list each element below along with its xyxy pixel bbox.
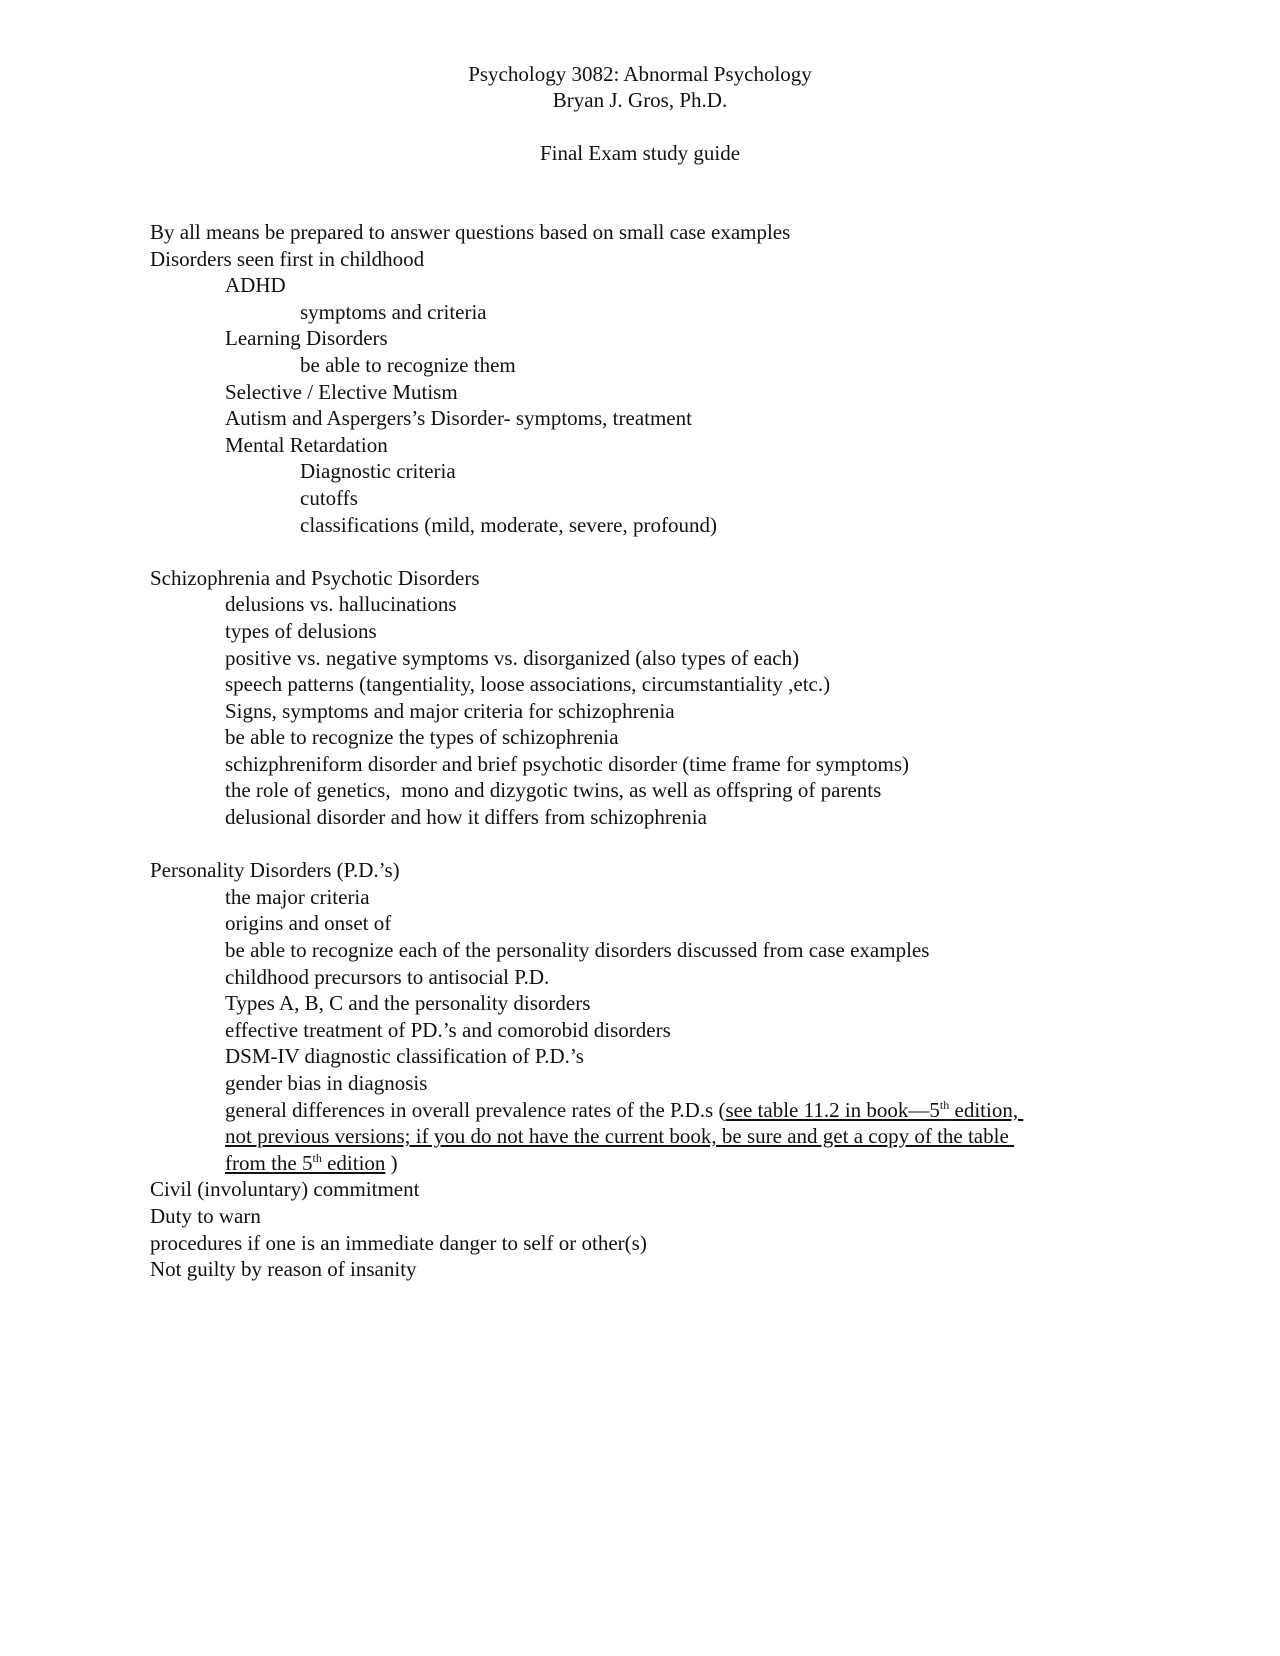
subtopic-adhd: symptoms and criteria bbox=[300, 299, 487, 324]
prevalence-line-1 bbox=[150, 1097, 1150, 1124]
prevalence-line-3 bbox=[150, 1150, 1150, 1177]
document-title: Final Exam study guide bbox=[539, 141, 741, 165]
topic-civil-commitment: Civil (involuntary) commitment bbox=[150, 1177, 420, 1202]
list-item: be able to recognize the types of schizophrenia bbox=[225, 725, 619, 750]
ordinal-suffix: th bbox=[939, 1097, 950, 1112]
subtopic-learning: be able to recognize them bbox=[300, 352, 516, 377]
topic-learning: Learning Disorders bbox=[225, 326, 388, 351]
prevalence-end: ) bbox=[385, 1150, 398, 1175]
list-item: the role of genetics, mono and dizygotic twins, as well as offspring of parents bbox=[225, 778, 882, 803]
list-item: schizphreniform disorder and brief psychotic disorder (time frame for symptoms) bbox=[225, 751, 910, 776]
list-item: DSM-IV diagnostic classification of P.D.’s bbox=[225, 1044, 584, 1069]
list-item: types of delusions bbox=[225, 618, 377, 643]
instructor-name: Bryan J. Gros, Ph.D. bbox=[552, 88, 728, 112]
topic-adhd: ADHD bbox=[225, 273, 286, 298]
section-heading-childhood: Disorders seen first in childhood bbox=[150, 246, 425, 271]
topic-mental-retardation: Mental Retardation bbox=[225, 432, 388, 457]
prevalence-text: general differences in overall prevalence rates of the P.D.s ( bbox=[225, 1097, 726, 1122]
prevalence-u5: edition bbox=[321, 1150, 386, 1175]
topic-duty-to-warn: Duty to warn bbox=[150, 1203, 261, 1228]
list-item: delusions vs. hallucinations bbox=[225, 592, 457, 617]
topic-ngri: Not guilty by reason of insanity bbox=[150, 1257, 417, 1282]
list-item: speech patterns (tangentiality, loose associations, circumstantiality ,etc.) bbox=[225, 672, 831, 697]
list-item: the major criteria bbox=[225, 884, 370, 909]
prevalence-u1: see table 11.2 in book—5 bbox=[725, 1097, 940, 1122]
course-title: Psychology 3082: Abnormal Psychology bbox=[468, 62, 812, 86]
list-item: Signs, symptoms and major criteria for schizophrenia bbox=[225, 698, 675, 723]
section-heading-personality: Personality Disorders (P.D.’s) bbox=[150, 858, 400, 883]
prevalence-u4: from the 5 bbox=[225, 1150, 313, 1175]
list-item: effective treatment of PD.’s and comorobid disorders bbox=[225, 1017, 671, 1042]
subtopic-mr-criteria: Diagnostic criteria bbox=[300, 459, 456, 484]
list-item: gender bias in diagnosis bbox=[225, 1071, 428, 1095]
spacer bbox=[150, 831, 1150, 858]
prevalence-u2: edition, bbox=[949, 1097, 1024, 1122]
list-item: delusional disorder and how it differs from schizophrenia bbox=[225, 805, 707, 830]
section-heading-schizophrenia: Schizophrenia and Psychotic Disorders bbox=[150, 565, 480, 590]
subtopic-mr-classifications: classifications (mild, moderate, severe, profound) bbox=[300, 512, 717, 537]
prevalence-u3: not previous versions; if you do not have the current book, be sure and get a copy of the table bbox=[225, 1124, 1015, 1149]
list-item: childhood precursors to antisocial P.D. bbox=[225, 964, 550, 989]
list-item: Types A, B, C and the personality disorders bbox=[225, 991, 591, 1016]
topic-danger-procedures: procedures if one is an immediate danger to self or other(s) bbox=[150, 1230, 647, 1255]
list-item: be able to recognize each of the personality disorders discussed from case examples bbox=[225, 938, 930, 963]
spacer bbox=[150, 538, 1150, 565]
prevalence-underlined bbox=[225, 1151, 385, 1175]
intro-line: By all means be prepared to answer questions based on small case examples bbox=[150, 220, 791, 244]
study-guide-body bbox=[150, 219, 1150, 1283]
subtopic-mr-cutoffs: cutoffs bbox=[300, 485, 358, 510]
prevalence-line-2 bbox=[150, 1123, 1150, 1150]
topic-autism: Autism and Aspergers’s Disorder- symptoms, treatment bbox=[225, 406, 692, 431]
ordinal-suffix: th bbox=[312, 1150, 322, 1165]
topic-mutism: Selective / Elective Mutism bbox=[225, 379, 458, 404]
list-item: origins and onset of bbox=[225, 911, 392, 936]
list-item: positive vs. negative symptoms vs. disorganized (also types of each) bbox=[225, 645, 800, 670]
prevalence-underlined bbox=[725, 1098, 1023, 1122]
